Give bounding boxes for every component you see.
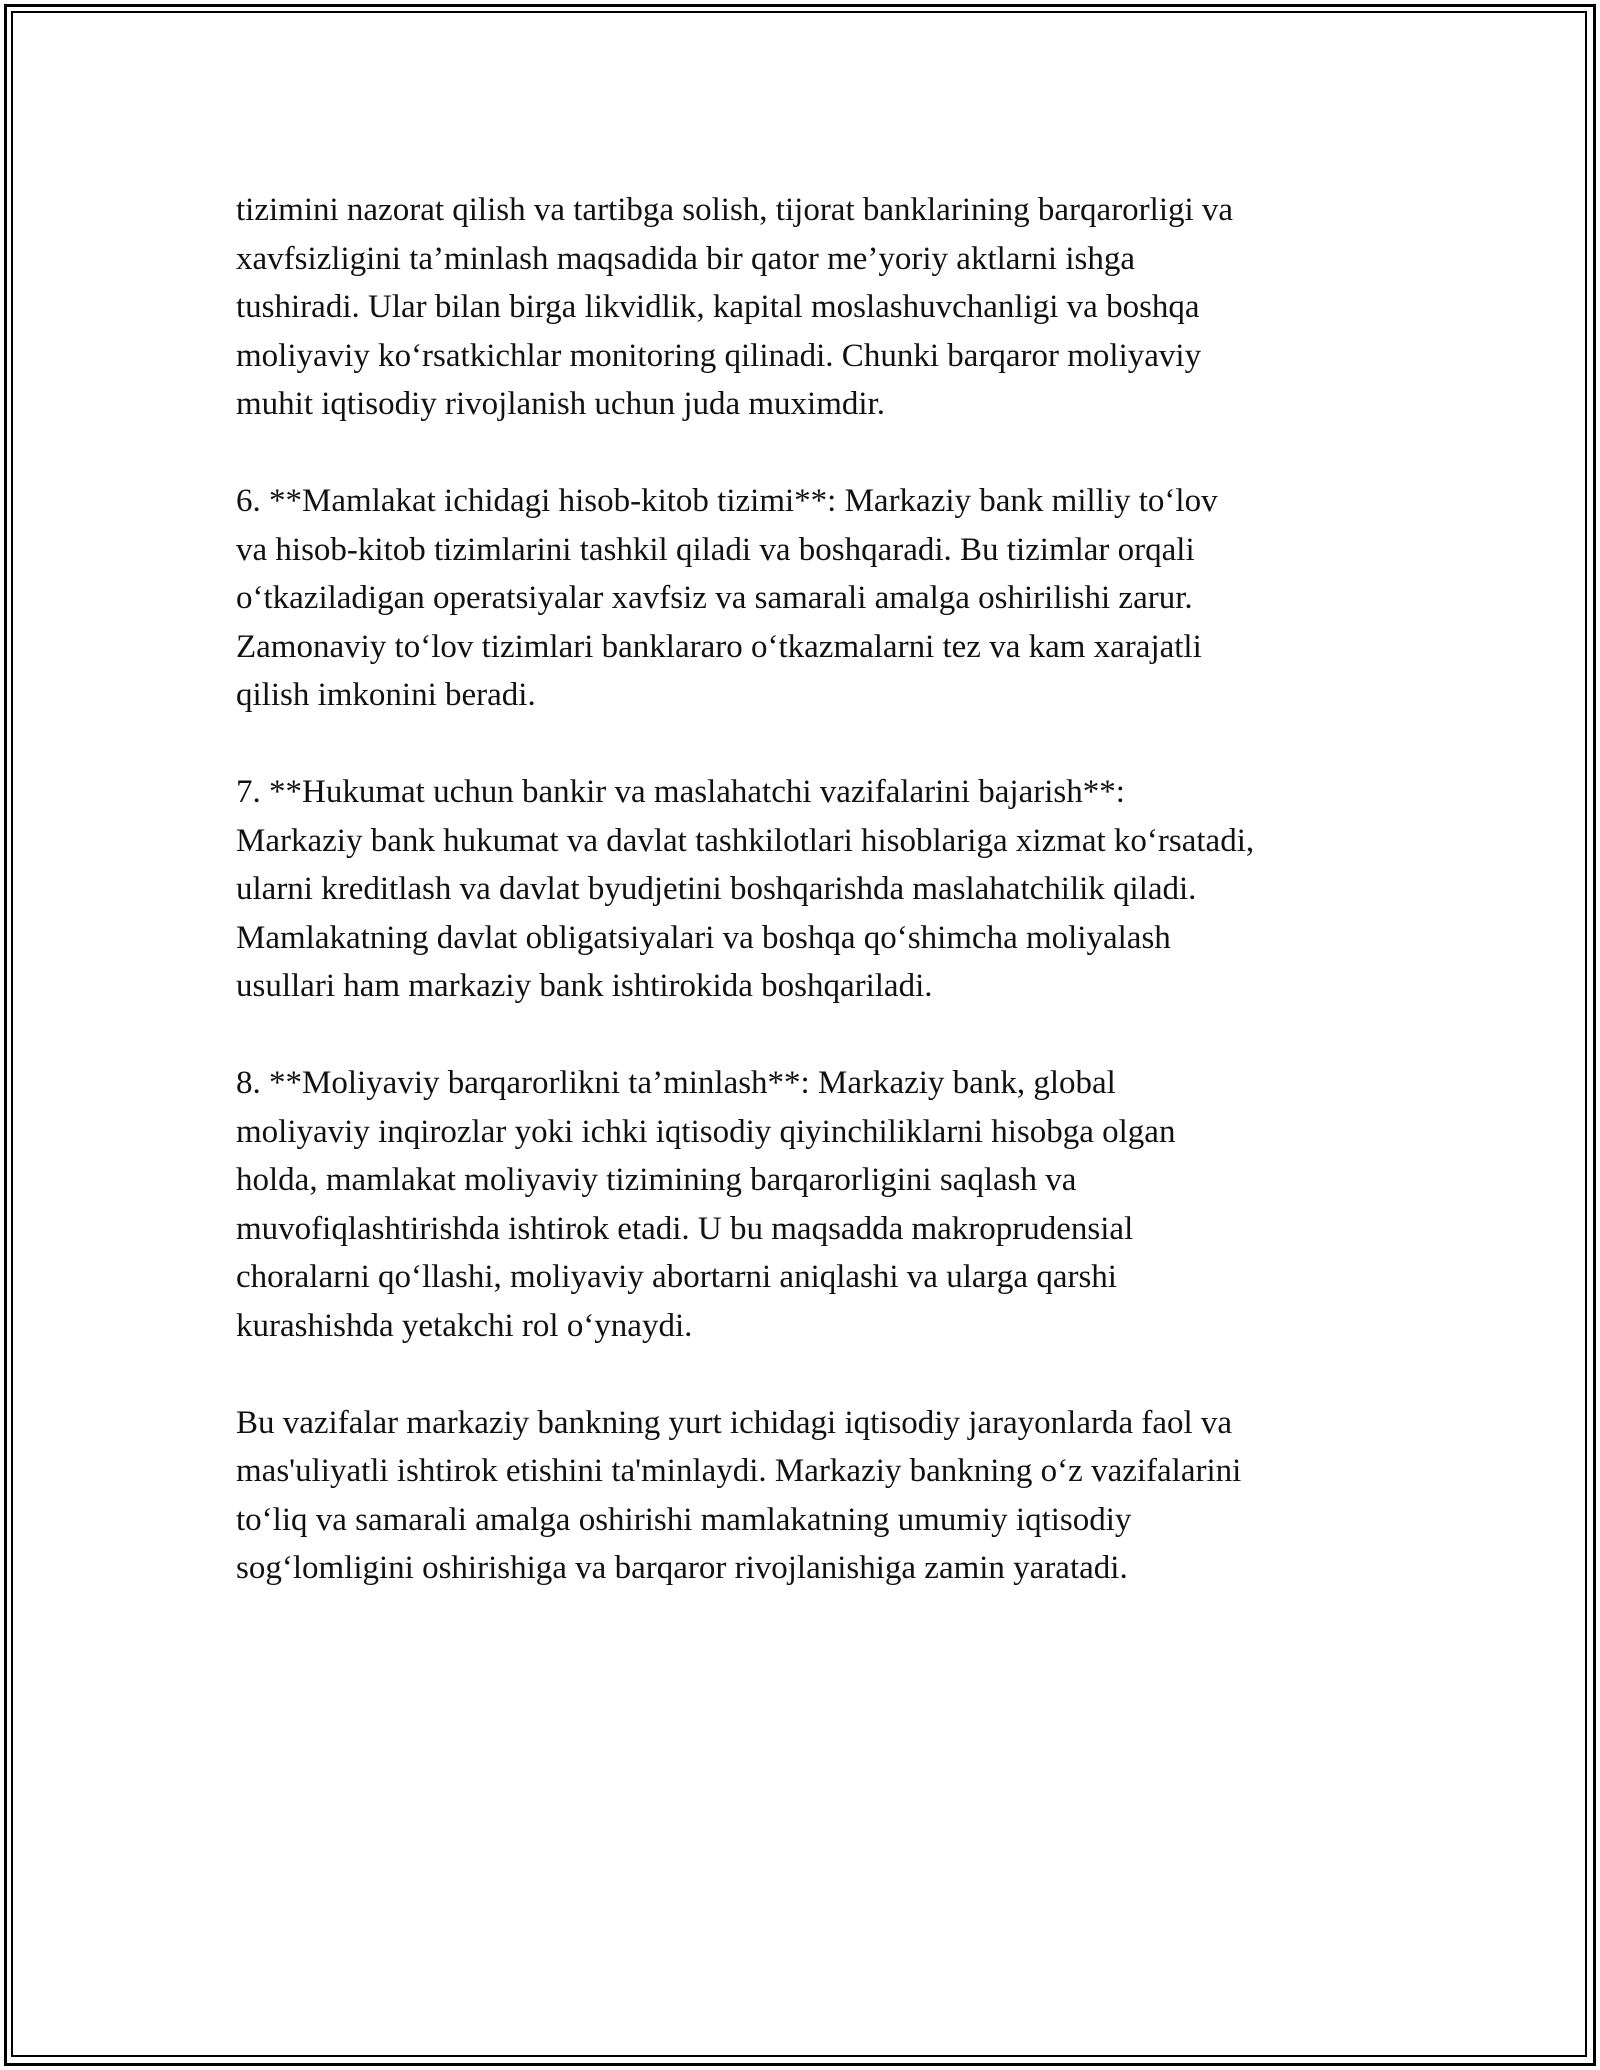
text-line: choralarni qo‘llashi, moliyaviy abortarni aniqlashi va ularga qarshi bbox=[236, 1259, 1117, 1295]
text-line: moliyaviy inqirozlar yoki ichki iqtisodiy qiyinchiliklarni hisobga olgan bbox=[236, 1113, 1176, 1150]
paragraph-item-6 bbox=[236, 477, 1386, 720]
text-line: Mamlakatning davlat obligatsiyalari va boshqa qo‘shimcha moliyalash bbox=[236, 919, 1171, 956]
text-line: 7. **Hukumat uchun bankir va maslahatchi vazifalarini bajarish**: bbox=[236, 774, 1125, 810]
text-line: Markaziy bank hukumat va davlat tashkilotlari hisoblariga xizmat ko‘rsatadi, bbox=[236, 822, 1255, 859]
text-line: holda, mamlakat moliyaviy tizimining barqarorligini saqlash va bbox=[236, 1162, 1077, 1198]
document-body bbox=[236, 186, 1386, 1641]
text-line: 8. **Moliyaviy barqarorlikni ta’minlash**: Markaziy bank, global bbox=[236, 1065, 1116, 1101]
text-line: 6. **Mamlakat ichidagi hisob-kitob tizimi**: Markaziy bank milliy to‘lov bbox=[236, 483, 1218, 519]
text-line: usullari ham markaziy bank ishtirokida boshqariladi. bbox=[236, 968, 933, 1004]
text-line: tizimini nazorat qilish va tartibga solish, tijorat banklarining barqarorligi va bbox=[236, 192, 1234, 228]
text-line: o‘tkaziladigan operatsiyalar xavfsiz va samarali amalga oshirilishi zarur. bbox=[236, 580, 1193, 616]
text-line: va hisob-kitob tizimlarini tashkil qiladi va boshqaradi. Bu tizimlar orqali bbox=[236, 531, 1195, 568]
text-line: ularni kreditlash va davlat byudjetini boshqarishda maslahatchilik qiladi. bbox=[236, 871, 1197, 907]
text-line: moliyaviy ko‘rsatkichlar monitoring qilinadi. Chunki barqaror moliyaviy bbox=[236, 337, 1202, 374]
text-line: qilish imkonini beradi. bbox=[236, 677, 536, 713]
text-line: to‘liq va samarali amalga oshirishi mamlakatning umumiy iqtisodiy bbox=[236, 1501, 1132, 1538]
text-line: muhit iqtisodiy rivojlanish uchun juda muximdir. bbox=[236, 386, 885, 422]
paragraph-conclusion bbox=[236, 1399, 1386, 1593]
text-line: kurashishda yetakchi rol o‘ynaydi. bbox=[236, 1307, 693, 1344]
text-line: Zamonaviy to‘lov tizimlari banklararo o‘tkazmalarni tez va kam xarajatli bbox=[236, 628, 1202, 665]
text-line: tushiradi. Ular bilan birga likvidlik, kapital moslashuvchanligi va boshqa bbox=[236, 289, 1200, 325]
paragraph-continuation bbox=[236, 186, 1386, 429]
text-line: Bu vazifalar markaziy bankning yurt ichidagi iqtisodiy jarayonlarda faol va bbox=[236, 1404, 1233, 1441]
paragraph-item-7 bbox=[236, 768, 1386, 1011]
text-line: xavfsizligini ta’minlash maqsadida bir qator me’yoriy aktlarni ishga bbox=[236, 240, 1136, 277]
text-line: mas'uliyatli ishtirok etishini ta'minlaydi. Markaziy bankning o‘z vazifalarini bbox=[236, 1453, 1242, 1489]
paragraph-item-8 bbox=[236, 1059, 1386, 1350]
text-line: sog‘lomligini oshirishiga va barqaror rivojlanishiga zamin yaratadi. bbox=[236, 1550, 1128, 1586]
text-line: muvofiqlashtirishda ishtirok etadi. U bu maqsadda makroprudensial bbox=[236, 1210, 1134, 1247]
